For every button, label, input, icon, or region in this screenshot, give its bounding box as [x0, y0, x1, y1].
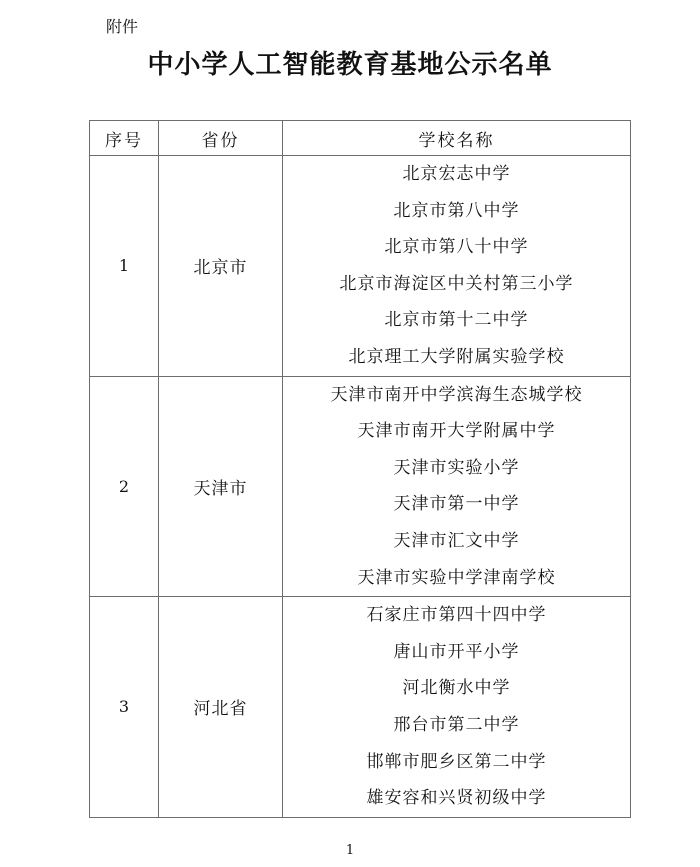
seq-cell: 1	[90, 156, 159, 377]
school-list-cell	[283, 376, 631, 597]
school-name: 天津市实验小学	[393, 457, 520, 478]
header-school-name: 学校名称	[283, 121, 631, 156]
seq-cell: 3	[90, 597, 159, 818]
seq-cell: 2	[90, 376, 159, 597]
province-cell: 天津市	[159, 376, 283, 597]
page-number: 1	[345, 843, 355, 858]
table-row	[90, 597, 631, 818]
table-header-row	[90, 121, 631, 156]
school-name: 北京市第十二中学	[384, 310, 529, 331]
attachment-label: 附件	[106, 17, 139, 36]
school-name: 河北衡水中学	[402, 678, 511, 699]
school-name: 天津市第一中学	[393, 494, 520, 515]
school-name: 北京市第八中学	[393, 200, 520, 221]
province-cell: 河北省	[159, 597, 283, 818]
school-name: 石家庄市第四十四中学	[366, 605, 547, 626]
school-name: 邯郸市肥乡区第二中学	[366, 751, 547, 772]
school-name: 北京宏志中学	[402, 164, 511, 184]
school-name: 天津市南开中学滨海生态城学校	[330, 384, 583, 405]
province-cell: 北京市	[159, 156, 283, 377]
header-province: 省份	[159, 121, 283, 156]
school-list-cell	[283, 156, 631, 377]
school-name: 北京市海淀区中关村第三小学	[339, 273, 574, 294]
school-name: 北京市第八十中学	[384, 237, 529, 258]
school-name: 邢台市第二中学	[393, 714, 520, 735]
table-row	[90, 156, 631, 377]
school-name: 北京理工大学附属实验学校	[348, 346, 565, 367]
school-name: 天津市汇文中学	[393, 530, 520, 551]
school-list-cell	[283, 597, 631, 818]
page-title: 中小学人工智能教育基地公示名单	[147, 50, 553, 80]
school-name: 唐山市开平小学	[393, 641, 520, 662]
school-name: 天津市南开大学附属中学	[357, 421, 556, 442]
header-seq: 序号	[90, 121, 159, 156]
table-row	[90, 376, 631, 597]
school-name: 雄安容和兴贤初级中学	[366, 788, 547, 809]
school-name: 天津市实验中学津南学校	[357, 567, 556, 588]
school-list-table	[89, 120, 631, 818]
